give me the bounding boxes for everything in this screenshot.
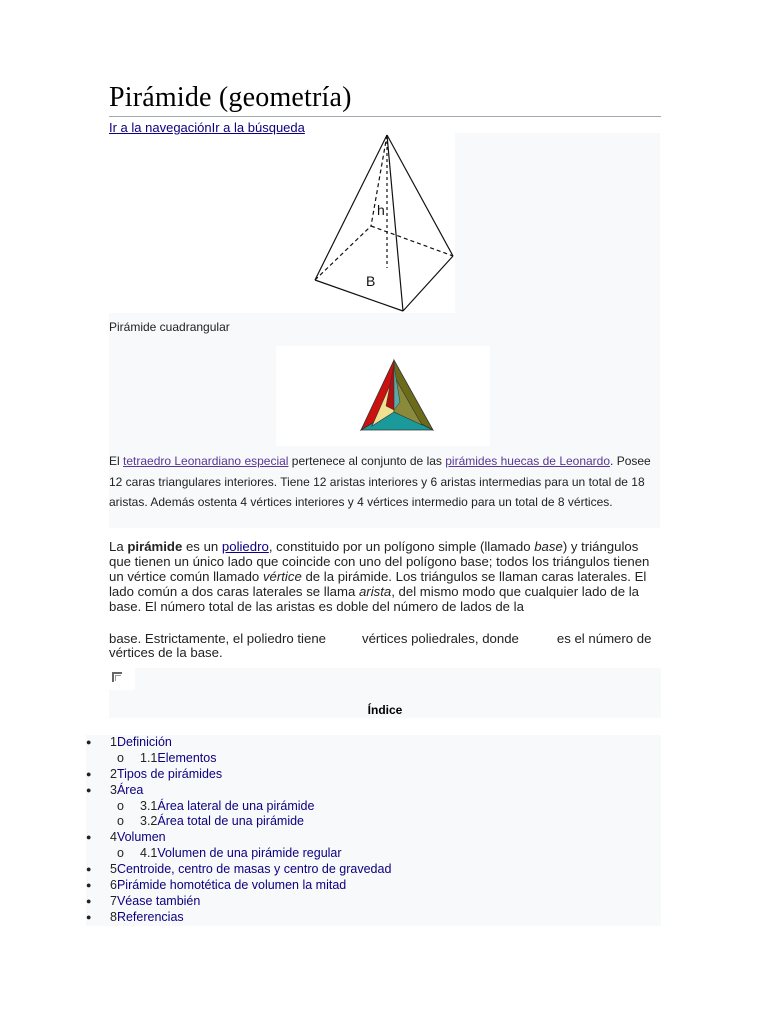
bullet-icon: ● (86, 911, 92, 922)
square-pyramid-diagram (313, 133, 455, 313)
title-divider (109, 116, 661, 117)
toc-item[interactable] (86, 910, 661, 926)
link-poliedro[interactable]: poliedro (221, 539, 269, 554)
skip-links (109, 120, 305, 135)
toc-item-number: 6 (110, 878, 117, 893)
toc-item[interactable] (86, 783, 661, 799)
bullet-icon: ● (86, 784, 92, 795)
toc-item[interactable] (86, 894, 661, 910)
toc-item-number: 3 (110, 782, 117, 797)
toc-item[interactable] (86, 751, 661, 767)
toc-item[interactable] (86, 830, 661, 846)
toc-item-link[interactable]: Centroide, centro de masas y centro de gravedad (116, 862, 392, 877)
figure-caption-tetrahedron: El tetraedro Leonardiano especial pertenece al conjunto de las pirámides huecas de Leonardo. Posee 12 caras triangulares interiores. Tiene 12 aristas interiores y 6 aristas intermedias para un total de 18 aristas. Además ostenta 4 vértices interiores y 4 vértices intermedio para un total de 8 vértices. (109, 454, 651, 509)
bullet-icon: ● (86, 880, 92, 891)
toc-item-link[interactable]: Área total de una pirámide (157, 814, 305, 829)
bullet-icon: ● (86, 832, 92, 843)
toc-item-number: 4.1 (140, 846, 158, 861)
toc-title: Índice (367, 703, 403, 717)
toc-item-number: 4 (110, 830, 117, 845)
link-tetraedro-leonardiano[interactable]: tetraedro Leonardiano especial (123, 454, 289, 468)
toc-header (109, 668, 661, 718)
toc-item-link[interactable]: Volumen de una pirámide regular (157, 846, 342, 861)
toc-item-link[interactable]: Definición (116, 735, 172, 749)
toc-toggle-checkbox[interactable] (109, 668, 135, 690)
toc-item-link[interactable]: Véase también (116, 893, 201, 908)
toc-item-number: 5 (110, 862, 117, 877)
toc-item-link[interactable]: Área lateral de una pirámide (157, 798, 315, 813)
toc-item-number: 3.1 (140, 798, 158, 813)
intro-paragraph: La pirámide es un poliedro, constituido por un polígono simple (llamado base) y triángulos que tienen un único lado que coincide con uno del polígono base; todos los triángulos tienen un vértice común llamado vértice de la pirámide. Los triángulos se llaman caras laterales. El lado común a dos caras laterales se llama arista, del mismo modo que cualquier lado de la base. El número total de las aristas es doble del número de lados de la base. Estrictamente, el poliedro tiene vértices poliedrales, donde es el número de vértices de la base. (109, 539, 652, 661)
toc-item-number: 2 (110, 766, 117, 781)
toc-item-number: 8 (110, 909, 117, 924)
base-label: B (366, 273, 376, 289)
skip-to-navigation-link[interactable]: Ir a la navegación (109, 120, 212, 135)
toc-item-link[interactable]: Pirámide homotética de volumen la mitad (116, 878, 347, 893)
height-label: h (377, 202, 385, 218)
bullet-icon: ● (86, 895, 92, 906)
toc-item-number: 1.1 (140, 750, 158, 765)
bullet-icon: ● (86, 864, 92, 875)
skip-to-search-link[interactable]: Ir a la búsqueda (211, 120, 305, 135)
toc-item[interactable] (86, 878, 661, 894)
toc-item[interactable] (86, 814, 661, 830)
toc-item[interactable] (86, 846, 661, 862)
toc-list (86, 735, 661, 926)
bullet-icon: o (117, 846, 124, 861)
leonardo-tetrahedron-diagram (276, 346, 490, 446)
leonardo-tetrahedron-image[interactable] (276, 346, 490, 446)
toc-item[interactable] (86, 862, 661, 878)
bullet-icon: ● (86, 768, 92, 779)
toc-item-link[interactable]: Referencias (116, 909, 184, 924)
toc-item-number: 1 (110, 735, 117, 749)
toc-item-link[interactable]: Tipos de pirámides (116, 766, 223, 781)
toc-item-number: 3.2 (140, 814, 158, 829)
toc-item-link[interactable]: Volumen (116, 830, 166, 845)
bullet-icon: o (117, 798, 124, 813)
bullet-icon: o (117, 814, 124, 829)
toc-item[interactable] (86, 767, 661, 783)
figure-caption-pyramid: Pirámide cuadrangular (109, 320, 230, 334)
square-pyramid-image[interactable] (313, 133, 455, 313)
bullet-icon: ● (86, 737, 92, 747)
bullet-icon: o (117, 750, 124, 765)
link-piramides-huecas[interactable]: pirámides huecas de Leonardo (445, 454, 611, 468)
toc-item[interactable] (86, 799, 661, 815)
toc-item-link[interactable]: Elementos (157, 750, 217, 765)
page-title: Pirámide (geometría) (109, 82, 352, 113)
toc-item-number: 7 (110, 893, 117, 908)
toc-item-link[interactable]: Área (116, 782, 144, 797)
toc-item[interactable] (86, 735, 661, 751)
